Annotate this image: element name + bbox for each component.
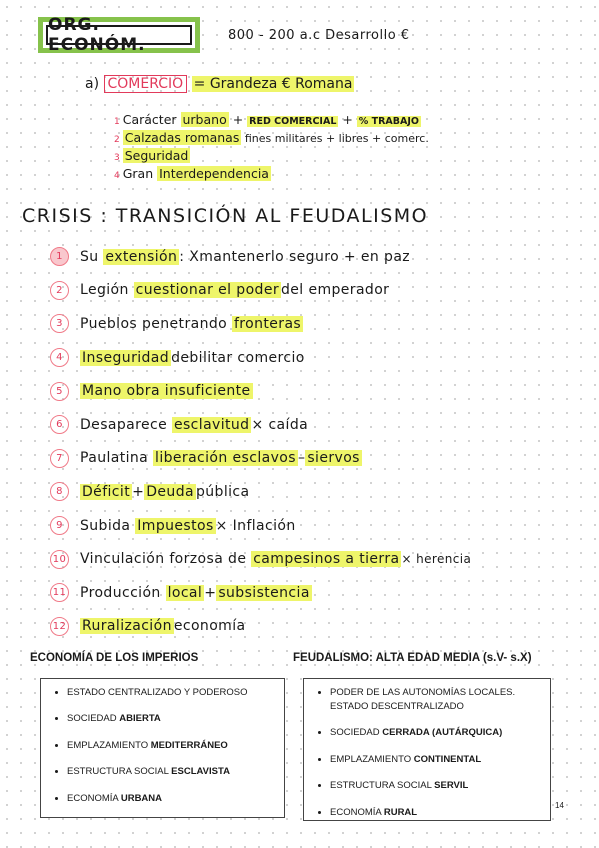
item-text: × herencia (401, 552, 472, 567)
item-text: + (204, 584, 217, 601)
left-column-box (40, 678, 285, 818)
item-text: ESTRUCTURA SOCIAL (67, 766, 172, 778)
number-circle: 9 (50, 516, 69, 535)
item-text: + (338, 112, 357, 127)
list-item (50, 610, 471, 644)
number-circle: 12 (50, 617, 69, 636)
item-number: 2 (114, 135, 120, 145)
page-number: 14 (555, 801, 564, 810)
list-item (67, 765, 274, 779)
item-highlight: extensión (105, 248, 178, 265)
list-item (50, 509, 471, 543)
item-text: SOCIEDAD (330, 727, 383, 739)
list-item (50, 240, 471, 274)
item-text: fines militares + libres + comerc. (241, 132, 429, 145)
comercio-line (85, 76, 354, 92)
item-highlight: fronteras (233, 315, 302, 332)
item-highlight: Déficit (82, 483, 131, 500)
comercio-list (114, 112, 429, 184)
item-text: ESTRUCTURA SOCIAL (330, 780, 435, 792)
number-circle: 4 (50, 348, 69, 367)
list-item (50, 475, 471, 509)
number-circle: 7 (50, 449, 69, 468)
item-highlight: campesinos a tierra (253, 551, 400, 568)
item-text: : Xmantenerlo seguro + en paz (179, 248, 411, 265)
item-text: Gran (122, 166, 158, 181)
right-column-heading: FEUDALISMO: ALTA EDAD MEDIA (s.V- s.X) (293, 652, 532, 664)
number-circle: 11 (50, 583, 69, 602)
list-item (330, 726, 540, 740)
item-highlight: % TRABAJO (358, 116, 419, 127)
right-column-list (316, 686, 540, 820)
list-item (50, 408, 471, 442)
list-item (50, 274, 471, 308)
item-highlight: Deuda (146, 483, 194, 500)
number-circle: 2 (50, 281, 69, 300)
item-highlight: local (167, 584, 203, 601)
item-bold: CERRADA (AUTÁRQUICA) (382, 727, 503, 739)
item-highlight: Ruralización (82, 618, 172, 635)
item-text: ESTADO CENTRALIZADO Y PODEROSO (67, 687, 248, 698)
item-bold: ESCLAVISTA (171, 766, 230, 778)
number-circle: 8 (50, 482, 69, 501)
item-text: Su (80, 248, 99, 265)
item-highlight: Calzadas romanas (124, 130, 240, 145)
item-text: Producción (80, 584, 161, 601)
item-text: Pueblos penetrando (80, 315, 228, 332)
list-item (330, 753, 540, 767)
item-text: debilitar comercio (171, 349, 305, 366)
item-highlight: subsistencia (218, 584, 310, 601)
item-bold: ABIERTA (119, 713, 161, 725)
item-text: Legión (80, 282, 129, 299)
item-text: + (132, 483, 145, 500)
list-item (50, 442, 471, 476)
comercio-item (114, 148, 429, 166)
item-text: Desaparece (80, 416, 168, 433)
item-highlight: urbano (182, 112, 227, 127)
item-text: EMPLAZAMIENTO (330, 753, 414, 765)
comercio-label: COMERCIO (104, 75, 188, 93)
item-highlight: liberación esclavos (155, 450, 296, 467)
item-bold: SERVIL (434, 780, 469, 792)
item-highlight: siervos (307, 450, 360, 467)
item-highlight: cuestionar el poder (135, 282, 279, 299)
item-text: SOCIEDAD (67, 713, 120, 725)
list-item (50, 341, 471, 375)
item-text: × Inflación (215, 517, 296, 534)
item-text: del emperador (281, 282, 390, 299)
item-bold: CONTINENTAL (413, 753, 482, 765)
item-text: Subida (80, 517, 131, 534)
left-column-list (53, 686, 274, 806)
item-text: ECONOMÍA (330, 806, 384, 818)
item-highlight: Inseguridad (82, 349, 170, 366)
item-bold: RURAL (383, 806, 418, 818)
comercio-item (114, 130, 429, 148)
number-circle: 6 (50, 415, 69, 434)
item-number: 3 (114, 153, 120, 163)
list-item (330, 779, 540, 793)
item-text: Vinculación forzosa de (80, 551, 247, 568)
list-item (67, 712, 274, 726)
comercio-item (114, 166, 429, 184)
number-circle: 3 (50, 314, 69, 333)
item-text: pública (195, 483, 250, 500)
title-subtitle: 800 - 200 a.c Desarrollo € (228, 28, 410, 43)
item-text: ECONOMÍA (67, 792, 121, 804)
list-item (67, 739, 274, 753)
list-item (50, 307, 471, 341)
title-box (38, 17, 200, 53)
item-bold: MEDITERRÁNEO (150, 739, 228, 751)
item-text: × caída (251, 416, 309, 433)
list-item (330, 686, 540, 714)
item-text: + (228, 112, 248, 127)
comercio-prefix: a) (85, 76, 100, 92)
item-highlight: Seguridad (124, 148, 189, 163)
crisis-list (50, 240, 471, 643)
item-highlight: Impuestos (137, 517, 214, 534)
item-text: economía (173, 618, 246, 635)
item-number: 4 (114, 171, 120, 181)
item-highlight: Mano obra insuficiente (82, 383, 251, 400)
item-bold: URBANA (120, 792, 163, 804)
left-column-heading: ECONOMÍA DE LOS IMPERIOS (30, 652, 199, 664)
item-highlight: esclavitud (173, 416, 250, 433)
number-circle: 10 (50, 550, 69, 569)
item-highlight: Interdependencia (159, 166, 269, 181)
item-text: Paulatina (80, 450, 149, 467)
comercio-rest: = Grandeza € Romana (193, 76, 353, 92)
item-highlight: RED COMERCIAL (249, 116, 337, 127)
list-item (50, 576, 471, 610)
item-number: 1 (114, 117, 120, 127)
list-item (50, 542, 471, 576)
list-item (330, 806, 540, 820)
list-item (67, 686, 274, 700)
comercio-item (114, 112, 429, 130)
list-item (50, 374, 471, 408)
item-text: – (297, 450, 306, 467)
page-title: ORG. ECONÓM. (46, 25, 192, 45)
right-column-box (303, 678, 551, 821)
item-text: Carácter (122, 112, 181, 127)
crisis-heading: CRISIS : TRANSICIÓN AL FEUDALISMO (22, 205, 429, 227)
item-text: EMPLAZAMIENTO (67, 739, 151, 751)
item-text: PODER DE LAS AUTONOMÍAS LOCALES. ESTADO DESCENTRALIZADO (330, 687, 516, 712)
number-circle: 5 (50, 382, 69, 401)
list-item (67, 792, 274, 806)
number-circle: 1 (50, 247, 69, 266)
